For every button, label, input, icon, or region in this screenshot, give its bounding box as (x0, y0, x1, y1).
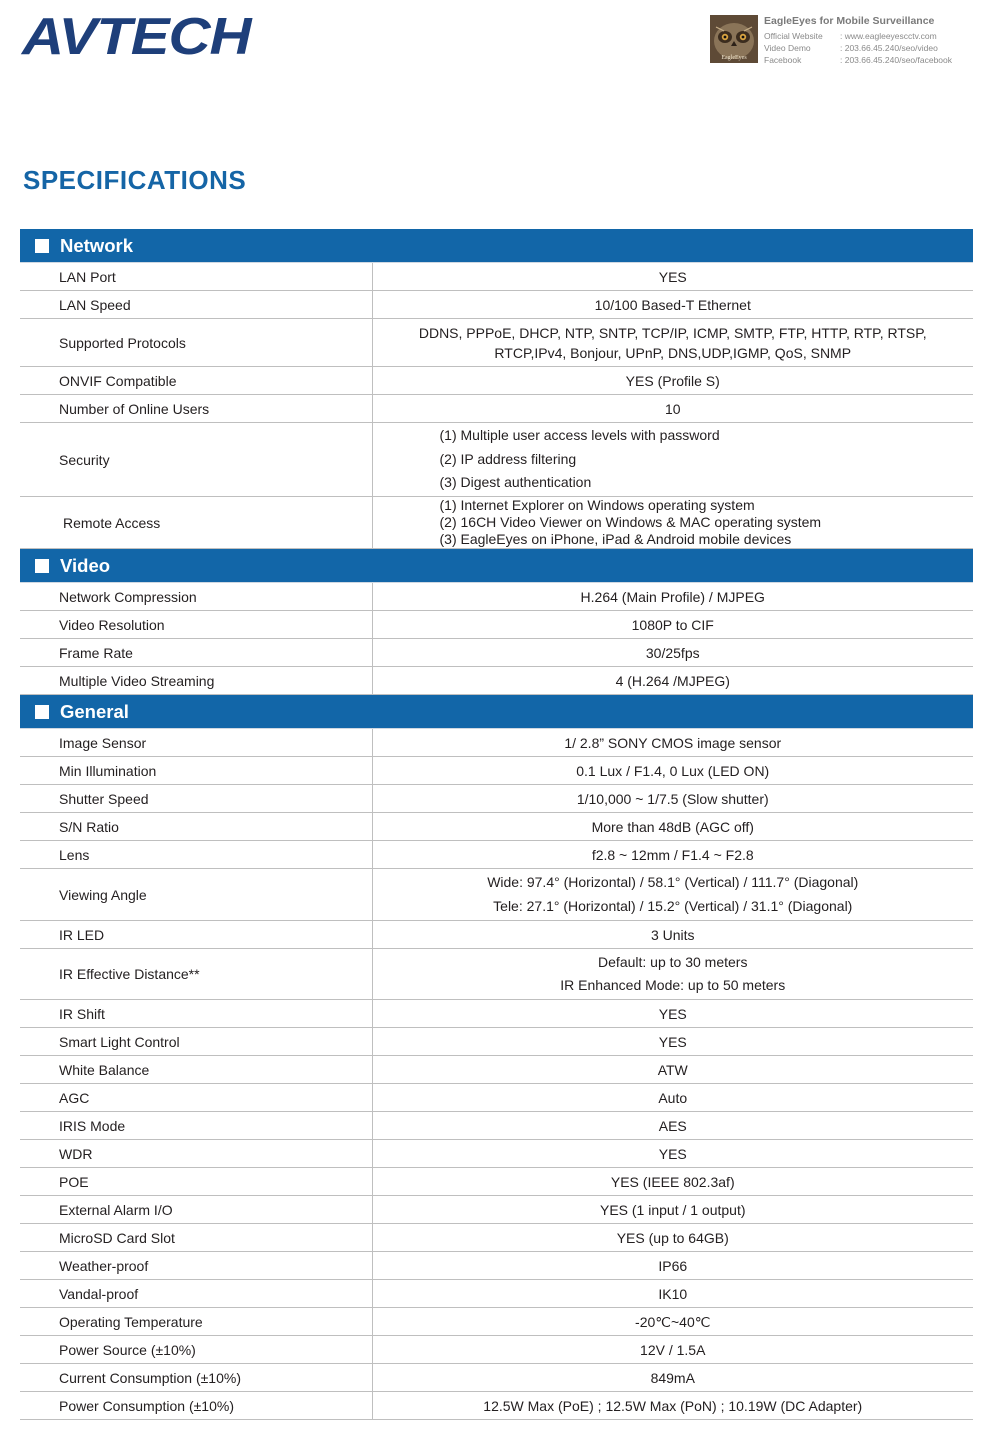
spec-value-line: DDNS, PPPoE, DHCP, NTP, SNTP, TCP/IP, ICMP, SMTP, FTP, HTTP, RTP, RTSP, (418, 324, 927, 341)
spec-value (372, 1056, 973, 1084)
spec-label: IRIS Mode (20, 1112, 372, 1140)
section-header-general (20, 695, 973, 729)
spec-value (372, 1000, 973, 1028)
spec-value-line: YES (Profile S) (625, 372, 720, 389)
spec-row (20, 395, 973, 423)
spec-row (20, 611, 973, 639)
spec-row (20, 1028, 973, 1056)
spec-value (372, 1252, 973, 1280)
spec-value-line: (2) 16CH Video Viewer on Windows & MAC operating system (439, 514, 822, 530)
spec-value-line: (3) EagleEyes on iPhone, iPad & Android mobile devices (439, 531, 792, 547)
spec-row (20, 1140, 973, 1168)
spec-row (20, 813, 973, 841)
section-square-icon (35, 239, 49, 253)
spec-label: Shutter Speed (20, 785, 372, 813)
spec-label: Power Consumption (±10%) (20, 1392, 372, 1420)
spec-value (372, 291, 973, 319)
spec-label: Network Compression (20, 583, 372, 611)
spec-value (372, 611, 973, 639)
promo-row-facebook (764, 55, 952, 65)
spec-value-line: 1/ 2.8” SONY CMOS image sensor (564, 734, 782, 751)
spec-row (20, 1252, 973, 1280)
spec-label: IR LED (20, 921, 372, 949)
eagleeyes-title: EagleEyes for Mobile Surveillance (764, 15, 935, 27)
spec-label: WDR (20, 1140, 372, 1168)
spec-value-line: 30/25fps (645, 644, 700, 661)
spec-label: Frame Rate (20, 639, 372, 667)
spec-value-line: 12.5W Max (PoE) ; 12.5W Max (PoN) ; 10.19W (DC Adapter) (483, 1397, 863, 1414)
section-square-icon (35, 559, 49, 573)
promo-row-value[interactable]: : 203.66.45.240/seo/facebook (840, 55, 953, 65)
spec-value (372, 1392, 973, 1420)
spec-value (372, 319, 973, 367)
spec-value-line: Auto (658, 1089, 688, 1106)
spec-value (372, 1308, 973, 1336)
promo-row-value[interactable]: : www.eagleeyescctv.com (840, 31, 937, 41)
spec-row (20, 367, 973, 395)
spec-row (20, 423, 973, 497)
spec-row (20, 1084, 973, 1112)
spec-value (372, 639, 973, 667)
spec-value-line: 849mA (650, 1369, 695, 1386)
spec-label: S/N Ratio (20, 813, 372, 841)
promo-row-label: Video Demo (764, 43, 811, 53)
promo-row-label: Facebook (764, 55, 802, 65)
spec-value (372, 949, 973, 1000)
spec-value-line: 0.1 Lux / F1.4, 0 Lux (LED ON) (576, 762, 770, 779)
spec-label: LAN Speed (20, 291, 372, 319)
spec-value-line: (3) Digest authentication (439, 474, 592, 491)
spec-value-line: YES (IEEE 802.3af) (610, 1173, 735, 1190)
spec-value-line: AES (658, 1117, 687, 1134)
spec-label: Supported Protocols (20, 319, 372, 367)
eagleeyes-promo (710, 15, 960, 65)
spec-label: AGC (20, 1084, 372, 1112)
spec-value-line: RTCP,IPv4, Bonjour, UPnP, DNS,UDP,IGMP, QoS, SNMP (494, 344, 852, 361)
spec-value (372, 667, 973, 695)
promo-row-value[interactable]: : 203.66.45.240/seo/video (840, 43, 938, 53)
spec-label: Vandal-proof (20, 1280, 372, 1308)
spec-value-line: More than 48dB (AGC off) (591, 818, 754, 835)
spec-value-line: (1) Multiple user access levels with password (439, 427, 720, 444)
spec-label: IR Shift (20, 1000, 372, 1028)
spec-value-line: f2.8 ~ 12mm / F1.4 ~ F2.8 (591, 846, 754, 863)
spec-value-line: 12V / 1.5A (640, 1341, 706, 1358)
spec-value (372, 1280, 973, 1308)
spec-label: Video Resolution (20, 611, 372, 639)
spec-value (372, 1084, 973, 1112)
spec-value (372, 841, 973, 869)
spec-row (20, 757, 973, 785)
spec-row (20, 263, 973, 291)
section-square-icon (35, 705, 49, 719)
spec-value (372, 1224, 973, 1252)
spec-label: IR Effective Distance** (20, 949, 372, 1000)
spec-value (372, 1112, 973, 1140)
spec-label: Current Consumption (±10%) (20, 1364, 372, 1392)
spec-label: Multiple Video Streaming (20, 667, 372, 695)
spec-value-line: 4 (H.264 /MJPEG) (615, 672, 730, 689)
avtech-logo: AVTECH (22, 8, 251, 66)
spec-row (20, 497, 973, 549)
spec-row (20, 1392, 973, 1420)
promo-row-video-demo (764, 43, 938, 53)
spec-value-line: YES (658, 1005, 687, 1022)
spec-value (372, 497, 973, 549)
spec-row (20, 1224, 973, 1252)
spec-label: LAN Port (20, 263, 372, 291)
eagleeyes-image-caption: EagleEyes (721, 55, 747, 61)
spec-value-line: H.264 (Main Profile) / MJPEG (580, 588, 765, 605)
spec-value-line: YES (up to 64GB) (616, 1229, 729, 1246)
spec-value-line: 10 (664, 400, 681, 417)
spec-row (20, 319, 973, 367)
spec-label: MicroSD Card Slot (20, 1224, 372, 1252)
spec-value-line: YES (658, 268, 687, 285)
spec-value (372, 423, 973, 497)
spec-label: Min Illumination (20, 757, 372, 785)
promo-row-label: Official Website (764, 31, 823, 41)
section-header-video (20, 549, 973, 583)
spec-value (372, 1028, 973, 1056)
spec-label: Lens (20, 841, 372, 869)
spec-row (20, 729, 973, 757)
spec-row (20, 949, 973, 1000)
spec-label: Number of Online Users (20, 395, 372, 423)
spec-label: White Balance (20, 1056, 372, 1084)
spec-label: ONVIF Compatible (20, 367, 372, 395)
spec-value (372, 757, 973, 785)
spec-label: Security (20, 423, 372, 497)
spec-row (20, 291, 973, 319)
promo-row-website (764, 31, 937, 41)
spec-row (20, 841, 973, 869)
spec-value-line: YES (658, 1033, 687, 1050)
spec-value (372, 869, 973, 921)
spec-value (372, 263, 973, 291)
spec-row (20, 1364, 973, 1392)
spec-value-line: 1080P to CIF (631, 616, 714, 633)
spec-value-line: YES (658, 1145, 687, 1162)
spec-value-line: 1/10,000 ~ 1/7.5 (Slow shutter) (576, 790, 769, 807)
eagle-owl-image (710, 15, 758, 63)
spec-label: POE (20, 1168, 372, 1196)
spec-row (20, 1056, 973, 1084)
spec-table (20, 229, 973, 1420)
spec-value (372, 1364, 973, 1392)
spec-row (20, 1308, 973, 1336)
spec-row (20, 785, 973, 813)
spec-row (20, 1196, 973, 1224)
spec-value-line: Default: up to 30 meters (598, 953, 748, 970)
spec-row (20, 583, 973, 611)
section-title: General (60, 700, 129, 722)
section-title: Network (60, 234, 133, 256)
spec-label: Weather-proof (20, 1252, 372, 1280)
page-title: SPECIFICATIONS (23, 165, 247, 195)
spec-row (20, 1280, 973, 1308)
spec-value (372, 813, 973, 841)
spec-row (20, 921, 973, 949)
section-title: Video (60, 554, 111, 576)
spec-row (20, 869, 973, 921)
spec-row (20, 639, 973, 667)
spec-value-line: IP66 (658, 1257, 688, 1274)
spec-value (372, 583, 973, 611)
spec-value (372, 395, 973, 423)
spec-value-line: -20℃~40℃ (635, 1313, 711, 1330)
spec-value-line: IK10 (658, 1285, 688, 1302)
spec-value-line: Wide: 97.4° (Horizontal) / 58.1° (Vertical) / 111.7° (Diagonal) (487, 874, 859, 890)
spec-row (20, 1336, 973, 1364)
spec-value (372, 1196, 973, 1224)
spec-row (20, 667, 973, 695)
spec-label: Power Source (±10%) (20, 1336, 372, 1364)
section-header-network (20, 229, 973, 263)
spec-value-line: 3 Units (650, 926, 695, 943)
spec-label: Smart Light Control (20, 1028, 372, 1056)
spec-value-line: 10/100 Based-T Ethernet (594, 296, 751, 313)
spec-value (372, 729, 973, 757)
spec-value (372, 1336, 973, 1364)
spec-value (372, 921, 973, 949)
spec-value-line: Tele: 27.1° (Horizontal) / 15.2° (Vertical) / 31.1° (Diagonal) (493, 897, 853, 914)
spec-label: Operating Temperature (20, 1308, 372, 1336)
spec-row (20, 1168, 973, 1196)
spec-label: External Alarm I/O (20, 1196, 372, 1224)
spec-value-line: (2) IP address filtering (439, 450, 577, 467)
spec-value (372, 1140, 973, 1168)
spec-row (20, 1000, 973, 1028)
spec-value-line: ATW (657, 1061, 688, 1078)
spec-label: Remote Access (20, 497, 372, 549)
spec-value (372, 785, 973, 813)
spec-value (372, 1168, 973, 1196)
spec-label: Image Sensor (20, 729, 372, 757)
spec-row (20, 1112, 973, 1140)
spec-label: Viewing Angle (20, 869, 372, 921)
spec-value-line: YES (1 input / 1 output) (599, 1201, 746, 1218)
spec-value (372, 367, 973, 395)
spec-value-line: (1) Internet Explorer on Windows operating system (439, 497, 755, 513)
spec-value-line: IR Enhanced Mode: up to 50 meters (560, 977, 786, 993)
